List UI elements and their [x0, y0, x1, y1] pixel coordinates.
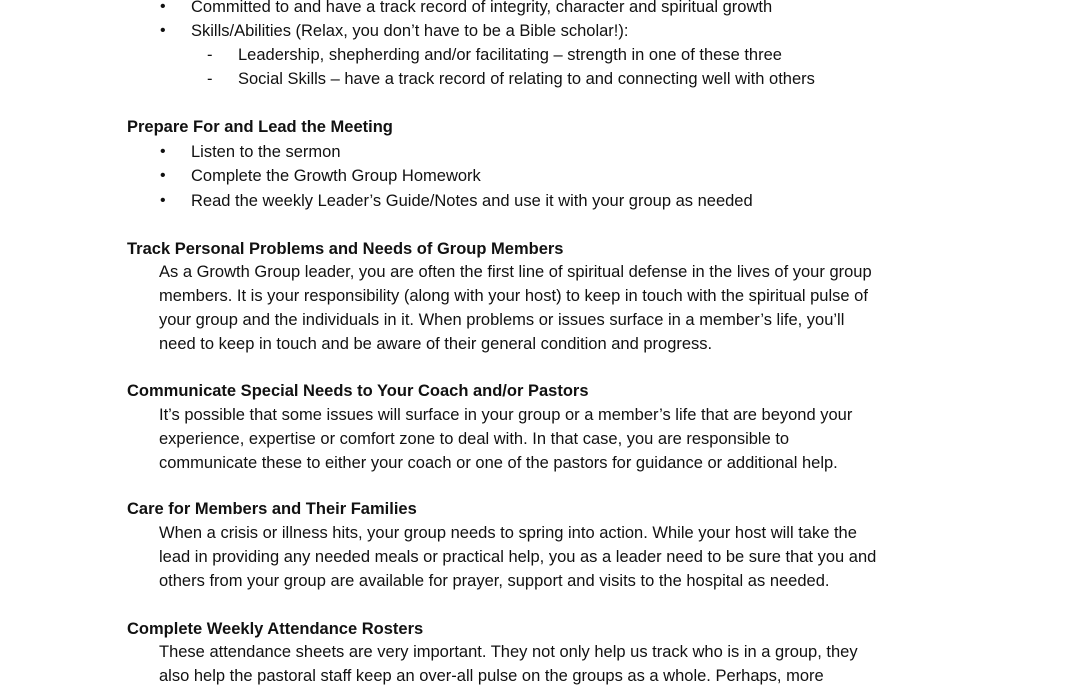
paragraph-line: also help the pastoral staff keep an over-all pulse on the groups as a whole. Perhaps, more [159, 667, 824, 685]
paragraph-line: These attendance sheets are very important. They not only help us track who is in a group, they [159, 643, 858, 661]
paragraph-line: communicate these to either your coach or one of the pastors for guidance or additional help. [159, 454, 838, 472]
section-heading: Communicate Special Needs to Your Coach and/or Pastors [127, 382, 589, 400]
list-item: Committed to and have a track record of integrity, character and spiritual growth [191, 0, 773, 16]
list-item: Complete the Growth Group Homework [191, 167, 481, 185]
paragraph-line: lead in providing any needed meals or practical help, you as a leader need to be sure that you and [159, 548, 877, 566]
bullet-glyph: • [160, 22, 166, 39]
section-heading: Track Personal Problems and Needs of Group Members [127, 240, 564, 258]
list-item: Listen to the sermon [191, 143, 341, 161]
list-item: Skills/Abilities (Relax, you don’t have to be a Bible scholar!): [191, 22, 629, 40]
dash-glyph: - [207, 70, 213, 88]
dash-glyph: - [207, 46, 213, 64]
paragraph-line: It’s possible that some issues will surface in your group or a member’s life that are beyond your [159, 406, 853, 424]
sub-list-item: Leadership, shepherding and/or facilitating – strength in one of these three [238, 46, 782, 64]
bullet-glyph: • [160, 0, 166, 15]
section-heading: Care for Members and Their Families [127, 500, 417, 518]
sub-list-item: Social Skills – have a track record of relating to and connecting well with others [238, 70, 815, 88]
section-heading: Prepare For and Lead the Meeting [127, 118, 393, 136]
list-item: Read the weekly Leader’s Guide/Notes and use it with your group as needed [191, 192, 753, 210]
paragraph-line: others from your group are available for prayer, support and visits to the hospital as needed. [159, 572, 830, 590]
paragraph-line: need to keep in touch and be aware of their general condition and progress. [159, 335, 713, 353]
section-heading: Complete Weekly Attendance Rosters [127, 620, 424, 638]
paragraph-line: your group and the individuals in it. When problems or issues surface in a member’s life, you’ll [159, 311, 845, 329]
bullet-glyph: • [160, 167, 166, 184]
paragraph-line: When a crisis or illness hits, your group needs to spring into action. While your host will take the [159, 524, 857, 542]
bullet-glyph: • [160, 192, 166, 209]
paragraph-line: As a Growth Group leader, you are often the first line of spiritual defense in the lives of your group [159, 263, 872, 281]
paragraph-line: experience, expertise or comfort zone to deal with. In that case, you are responsible to [159, 430, 790, 448]
paragraph-line: members. It is your responsibility (along with your host) to keep in touch with the spiritual pulse of [159, 287, 868, 305]
bullet-glyph: • [160, 143, 166, 160]
